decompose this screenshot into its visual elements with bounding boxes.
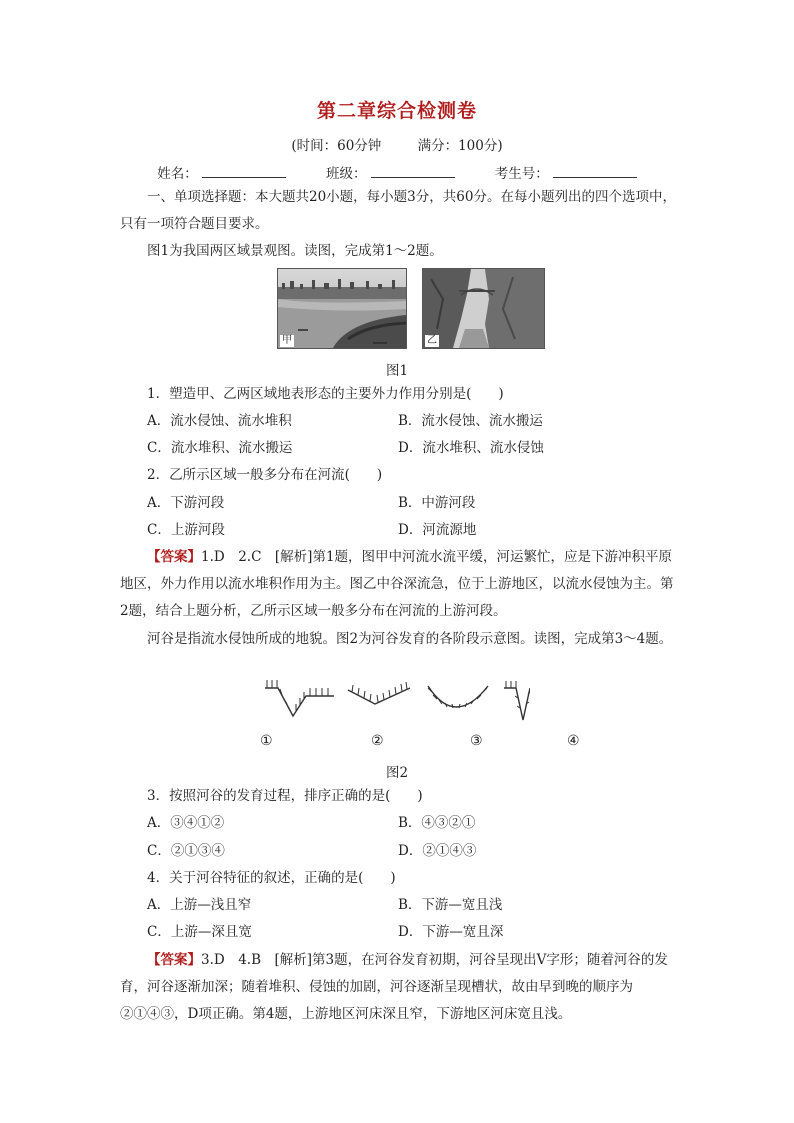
question-3-option-b[interactable]: B．④③②①: [398, 815, 476, 831]
examno-field: [495, 162, 637, 182]
question-1-option-b[interactable]: B．流水侵蚀、流水搬运: [398, 413, 543, 429]
question-3-options-row1: [147, 810, 667, 837]
question-2-option-b[interactable]: B．中游河段: [398, 495, 476, 511]
name-field: [157, 162, 286, 182]
valley-1-label: ①: [260, 733, 273, 749]
question-2-option-a[interactable]: A．下游河段: [147, 495, 225, 511]
question-4-options-row2: [147, 919, 667, 946]
valley-4-label: ④: [567, 733, 580, 749]
answer-text: 3.D 4.B [解析]第3题，在河谷发育初期，河谷呈现出V字形；随着河谷的发育，河谷逐渐加深；随着堆积、侵蚀的加剧，河谷逐渐呈现槽状，故由早到晚的顺序为②①④③，D项正确。第4题，上游地区河床深且窄，下游地区河床宽且浅。: [120, 952, 668, 1022]
page-title: 第二章综合检测卷: [316, 100, 477, 122]
photo-a-label: 甲: [282, 335, 292, 346]
fig2-intro: 河谷是指流水侵蚀所成的地貌。图2为河谷发育的各阶段示意图。读图，完成第3～4题。: [147, 631, 673, 647]
valley-diagram: [260, 680, 530, 728]
question-3-stem: 3．按照河谷的发育过程，排序正确的是( ): [147, 788, 423, 804]
question-4-stem: 4．关于河谷特征的叙述，正确的是( ): [147, 870, 396, 886]
question-3-option-a[interactable]: A．③④①②: [147, 815, 225, 831]
question-4-option-a[interactable]: A．上游—浅且窄: [147, 897, 252, 913]
question-1-option-c[interactable]: C．流水堆积、流水搬运: [147, 440, 293, 456]
fig1-intro: 图1为我国两区域景观图。读图，完成第1～2题。: [147, 243, 443, 259]
answer-tag: 【答案】: [147, 952, 201, 968]
exam-meta: [0, 134, 794, 154]
photo-b: [422, 268, 545, 349]
name-blank: [202, 165, 286, 178]
class-label: 班级：: [326, 166, 367, 182]
class-field: [326, 162, 455, 182]
photo-a-image: [278, 269, 406, 348]
question-4-option-c[interactable]: C．上游—深且宽: [147, 924, 252, 940]
question-2-option-d[interactable]: D．河流源地: [398, 522, 477, 538]
question-2-stem: 2．乙所示区域一般多分布在河流( ): [147, 467, 383, 483]
fig1-caption: 图1: [385, 363, 409, 379]
answer-3-4: [120, 947, 676, 1028]
question-2-options-row1: [147, 490, 667, 517]
question-4-options-row1: [147, 892, 667, 919]
exam-time: (时间：60分钟: [291, 138, 382, 154]
question-3-option-d[interactable]: D．②①④③: [398, 843, 477, 859]
question-2-option-c[interactable]: C．上游河段: [147, 522, 225, 538]
answer-tag: 【答案】: [147, 549, 201, 565]
question-4-option-b[interactable]: B．下游—宽且浅: [398, 897, 503, 913]
question-1-options-row1: [147, 408, 667, 435]
answer-text: 1.D 2.C [解析]第1题，图甲中河流水流平缓，河运繁忙，应是下游冲积平原地区，外力作用以流水堆积作用为主。图乙中谷深流急，位于上游地区，以流水侵蚀为主。第2题，结合上题分析，乙所示区域一般多分布在河流的上游河段。: [120, 549, 674, 619]
question-3-options-row2: [147, 838, 667, 865]
photo-a: [277, 268, 407, 349]
question-1-option-a[interactable]: A．流水侵蚀、流水堆积: [147, 413, 292, 429]
valley-2-label: ②: [371, 733, 384, 749]
answer-1-2: [120, 544, 676, 625]
fig2-caption: 图2: [385, 765, 409, 781]
question-3-option-c[interactable]: C．②①③④: [147, 843, 225, 859]
section-instructions: 一、单项选择题：本大题共20小题，每小题3分，共60分。在每小题列出的四个选项中，只有一项符合题目要求。: [120, 189, 676, 232]
exam-score: 满分：100分): [417, 138, 503, 154]
question-1-option-d[interactable]: D．流水堆积、流水侵蚀: [398, 440, 544, 456]
question-1-options-row2: [147, 435, 667, 462]
class-blank: [371, 165, 455, 178]
photo-b-image: [423, 269, 544, 348]
examno-blank: [553, 165, 637, 178]
examno-label: 考生号：: [494, 166, 549, 182]
name-label: 姓名：: [157, 166, 198, 182]
question-4-option-d[interactable]: D．下游—宽且深: [398, 924, 504, 940]
photo-b-label: 乙: [427, 335, 437, 346]
valley-3-label: ③: [470, 733, 483, 749]
question-1-stem: 1．塑造甲、乙两区域地表形态的主要外力作用分别是( ): [147, 386, 504, 402]
student-info: [0, 162, 794, 182]
question-2-options-row2: [147, 517, 667, 544]
